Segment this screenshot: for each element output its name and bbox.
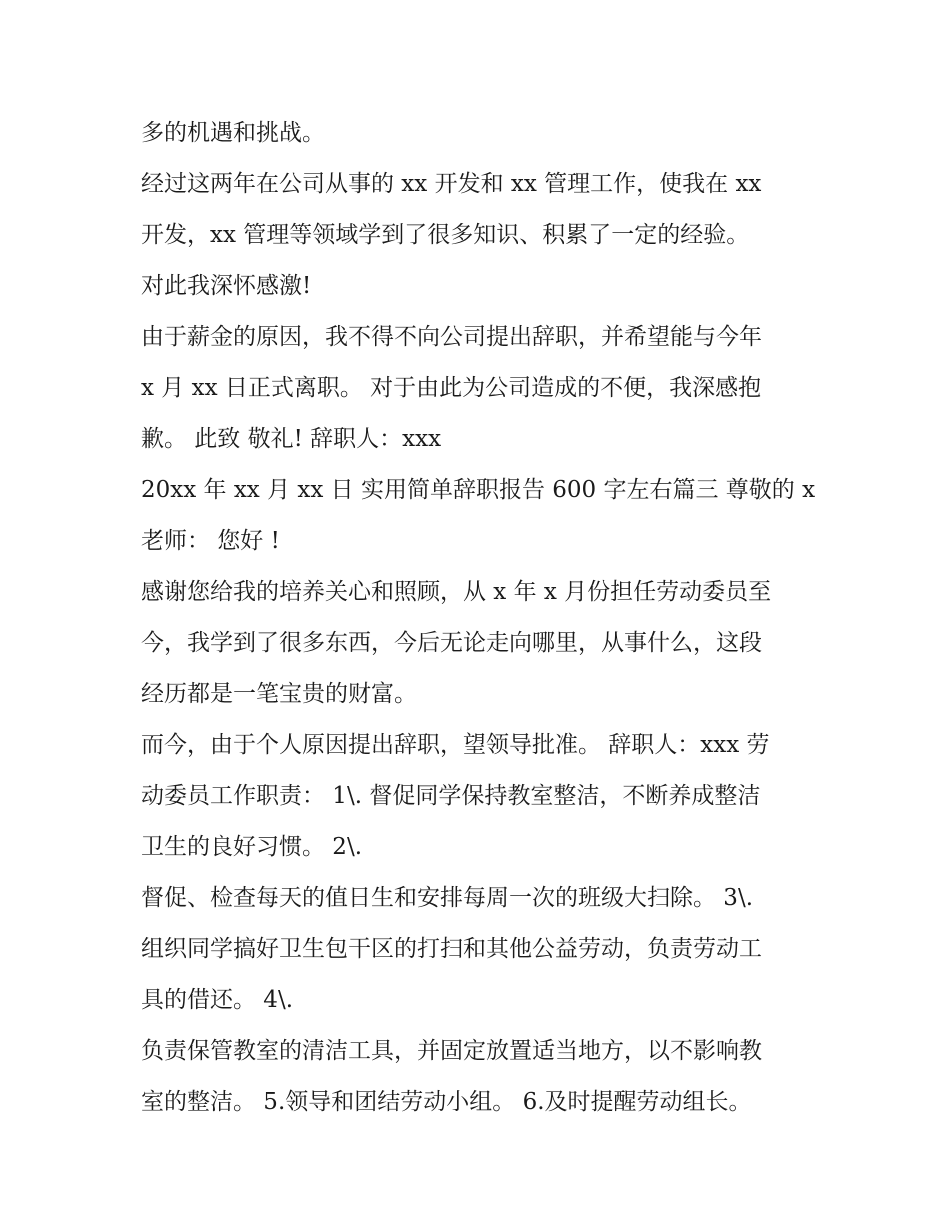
text-line: 感谢您给我的培养关心和照顾，从 x 年 x 月份担任劳动委员至 (141, 579, 772, 605)
document-body (141, 108, 821, 1128)
text-line: 老师： 您好 ! (141, 528, 280, 554)
text-line: 卫生的良好习惯。 2\. (141, 834, 363, 860)
text-line: 多的机遇和挑战。 (141, 120, 325, 146)
text-line: 歉。 此致 敬礼! 辞职人：xxx (141, 426, 442, 452)
text-line: 经历都是一笔宝贵的财富。 (141, 681, 417, 707)
text-line: 开发，xx 管理等领域学到了很多知识、积累了一定的经验。 (141, 222, 750, 248)
text-line: 负责保管教室的清洁工具，并固定放置适当地方，以不影响教 (141, 1038, 762, 1064)
text-line: 组织同学搞好卫生包干区的打扫和其他公益劳动，负责劳动工 (141, 936, 762, 962)
text-line: 由于薪金的原因，我不得不向公司提出辞职，并希望能与今年 (141, 324, 762, 350)
text-line: 具的借还。 4\. (141, 987, 294, 1013)
text-line: x 月 xx 日正式离职。 对于由此为公司造成的不便，我深感抱 (141, 375, 762, 401)
text-line: 对此我深怀感激! (141, 273, 312, 299)
text-line: 室的整洁。 5.领导和团结劳动小组。 6.及时提醒劳动组长。 (141, 1089, 752, 1115)
text-line: 经过这两年在公司从事的 xx 开发和 xx 管理工作，使我在 xx (141, 171, 762, 197)
text-line: 而今，由于个人原因提出辞职，望领导批准。 辞职人：xxx 劳 (141, 732, 770, 758)
text-line: 督促、检查每天的值日生和安排每周一次的班级大扫除。 3\. (141, 885, 754, 911)
text-line: 今，我学到了很多东西，今后无论走向哪里，从事什么，这段 (141, 630, 762, 656)
text-line: 动委员工作职责： 1\. 督促同学保持教室整洁，不断养成整洁 (141, 783, 761, 809)
text-line: 20xx 年 xx 月 xx 日 实用简单辞职报告 600 字左右篇三 尊敬的 x (141, 477, 816, 503)
